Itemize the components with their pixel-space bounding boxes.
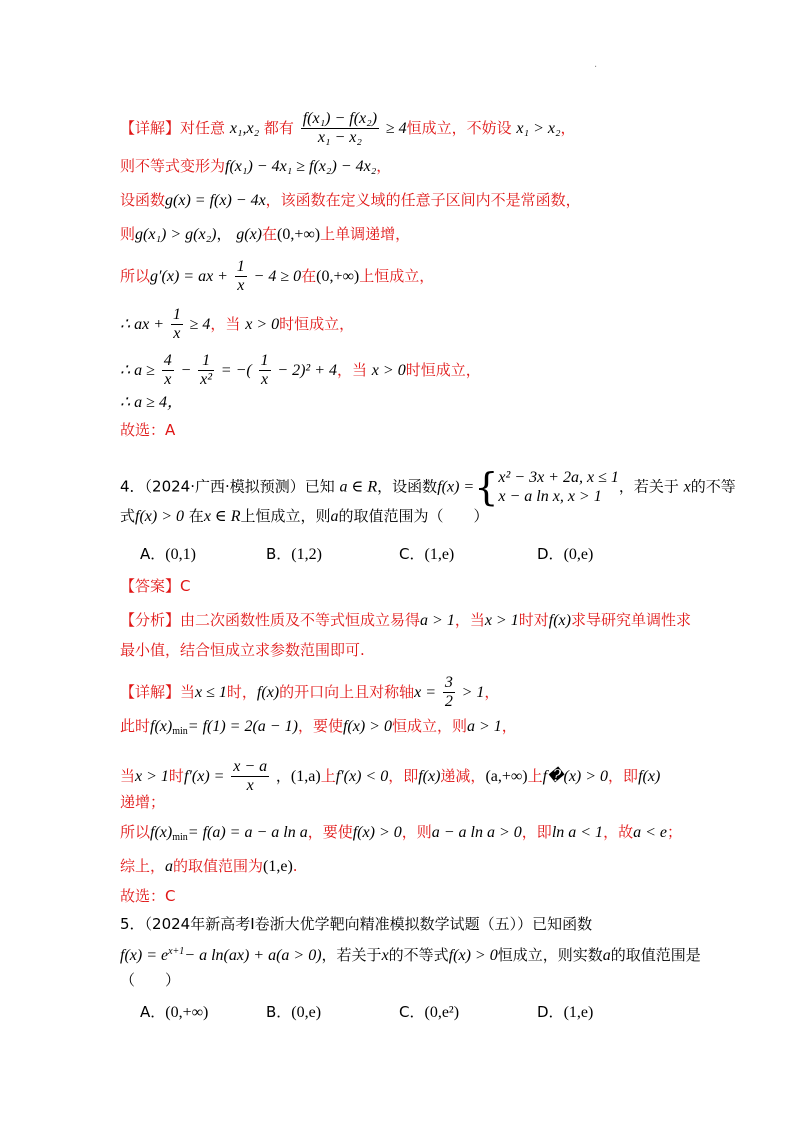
math: g(x) [236, 226, 263, 243]
math: − 4 ≥ 0 [253, 268, 302, 285]
math: f(x) > 0 [342, 718, 392, 735]
question-number: 4．（2024·广西·模拟预测）已知 [120, 477, 335, 496]
fraction [162, 352, 174, 389]
text: 所以 [120, 823, 151, 841]
text: 时 [168, 767, 184, 785]
option-label: C． [399, 545, 425, 563]
text: 的不等式 [388, 946, 449, 964]
math: ∴ a ≥ [120, 362, 155, 379]
fraction [231, 758, 269, 795]
math: = f(a) = a − a ln a [187, 824, 308, 841]
text: 式 [120, 507, 136, 525]
math: g(x₁) > g(x₂) [135, 226, 217, 243]
text: 时恒成立， [405, 361, 481, 379]
q4-detail-line1 [120, 674, 499, 711]
text: 上恒成立， [359, 267, 435, 285]
math: a ∈ R [339, 478, 378, 496]
math: a < e [633, 824, 667, 841]
text: ，则 [401, 823, 432, 841]
option-value: (1,e) [563, 1004, 594, 1021]
math: f(x) = [437, 478, 475, 496]
math: ≥ 4 [385, 120, 407, 137]
math: a > 1 [466, 718, 502, 735]
text: 的取值范围是 [610, 946, 701, 964]
sol1-line6 [120, 306, 354, 343]
q5-stem-line1: 5．（2024年新高考Ⅰ卷浙大优学靶向精准模拟数学试题（五））已知函数 [120, 915, 593, 933]
text: ， [484, 683, 500, 701]
q4-detail-line3 [120, 758, 660, 795]
option-label: B． [266, 1003, 292, 1021]
text: 恒成立，则实数 [497, 946, 603, 964]
option-value: (1,2) [291, 546, 322, 563]
option-a[interactable] [140, 1002, 208, 1023]
text: 则不等式变形为 [120, 157, 226, 175]
math: f(x) [256, 684, 280, 701]
math: x [683, 478, 691, 496]
text: 求导研究单调性求 [570, 611, 691, 629]
option-c[interactable] [399, 544, 454, 565]
text: ，当 [210, 315, 241, 333]
text: 时对 [518, 611, 549, 629]
fraction [198, 352, 214, 389]
q5-stem-line3: （ ） [120, 971, 181, 989]
frac-den: x [237, 277, 245, 294]
math: (a,+∞) [485, 768, 528, 785]
option-value: (0,e²) [424, 1004, 460, 1021]
text: 在 [301, 267, 317, 285]
text: ，设函数 [377, 477, 438, 496]
frac-num: 4 [163, 352, 172, 369]
math: f(x) = e [120, 947, 169, 964]
option-value: (0,+∞) [165, 1004, 209, 1021]
text: ， [560, 119, 576, 137]
text: 此时 [120, 717, 151, 735]
math: f(x) > 0 [135, 508, 185, 525]
math: ln a < 1 [551, 824, 604, 841]
option-b[interactable] [266, 1002, 321, 1023]
option-label: D． [537, 545, 564, 563]
text: 则 [120, 225, 136, 243]
sol1-line8 [120, 392, 183, 413]
text: ，若关于 [321, 946, 382, 964]
math: x [381, 947, 389, 964]
text: 综上， [120, 857, 166, 875]
math: g′(x) = ax + [150, 268, 228, 285]
math: f(x) > 0 [352, 824, 402, 841]
text: 时恒成立， [279, 315, 355, 333]
frac-den: x [164, 371, 172, 388]
math: − [180, 362, 192, 379]
fraction [443, 674, 455, 711]
text: ， [275, 767, 291, 785]
fraction [235, 258, 247, 295]
math: f(x) > 0 [448, 947, 498, 964]
option-value: (0,e) [291, 1004, 322, 1021]
sol1-answer: 故选：A [120, 421, 176, 439]
text: 恒成立，则 [391, 717, 467, 735]
frac-num: 1 [236, 258, 245, 275]
math: ∴ ax + [120, 316, 165, 333]
math: = f(1) = 2(a − 1) [187, 718, 298, 735]
text: ， [376, 157, 392, 175]
math: a − a ln a > 0 [431, 824, 522, 841]
text: 所以 [120, 267, 151, 285]
option-d[interactable] [537, 1002, 593, 1023]
text: ， [501, 717, 517, 735]
text: 恒成立，不妨设 [406, 119, 512, 137]
text: 当 [120, 767, 136, 785]
frac-den: x₁ − x₂ [317, 129, 362, 146]
math-vars: x₁,x₂ [229, 120, 260, 137]
math: f(x₁) − 4x₁ ≥ f(x₂) − 4x₂ [225, 158, 377, 175]
math: a > 1 [420, 612, 455, 629]
math: f(x) [150, 824, 173, 841]
fraction [259, 352, 271, 389]
math: − 2)² + 4 [277, 362, 337, 379]
case-1: x² − 3x + 2a, x ≤ 1 [498, 469, 619, 486]
math: > 1 [461, 684, 485, 701]
q4-detail-line6 [120, 856, 298, 877]
text: ，即 [388, 767, 419, 785]
q5-stem-line2 [120, 942, 701, 966]
math: min [172, 726, 188, 737]
sol1-line4 [120, 224, 410, 245]
math: a [602, 947, 611, 964]
frac-num: 1 [172, 306, 181, 323]
text: 设函数 [120, 191, 166, 209]
text: 【分析】由二次函数性质及不等式恒成立易得 [120, 611, 421, 629]
option-label: A． [140, 1003, 166, 1021]
text: 的取值范围为 [173, 857, 264, 875]
math: min [172, 832, 188, 843]
text: ，该函数在定义域的任意子区间内不是常函数， [265, 191, 581, 209]
text: 时， [226, 683, 257, 701]
math: (1,a) [290, 768, 321, 785]
text: 上 [527, 767, 543, 785]
math-sup: x+1 [168, 946, 185, 957]
text: 上单调递增， [320, 225, 411, 243]
q4-stem-line1 [120, 465, 736, 509]
header-mark: · [594, 62, 598, 73]
frac-num: f(x₁) − f(x₂) [302, 110, 378, 127]
text: 递减， [440, 767, 486, 785]
q4-analysis-line2: 最小值，结合恒成立求参数范围即可. [120, 641, 365, 659]
math: f′(x) < 0 [335, 768, 389, 785]
option-label: B． [266, 545, 292, 563]
option-value: (0,e) [563, 546, 594, 563]
q4-detail-line4: 递增； [120, 793, 166, 811]
text: 在 [188, 507, 204, 525]
math: f�(x) > 0 [542, 768, 609, 785]
text: 的取值范围为（ ） [338, 507, 489, 525]
math: = −( [220, 362, 252, 379]
option-value: (1,e) [424, 546, 455, 563]
q4-answer: 故选：C [120, 887, 176, 905]
detail-tag: 【详解】 [120, 119, 181, 137]
text: 【详解】当 [120, 683, 196, 701]
math: x > 0 [245, 316, 280, 333]
math: f′(x) = [183, 768, 225, 785]
q4-analysis-line1 [120, 610, 691, 631]
sol1-line1 [120, 110, 576, 147]
math: f(x) [418, 768, 441, 785]
case-2: x − a ln x, x > 1 [498, 488, 602, 505]
math: x ≤ 1 [195, 684, 227, 701]
text: ，当 [337, 361, 368, 379]
text: ，要使 [297, 717, 343, 735]
text: ； [666, 823, 682, 841]
frac-num: 1 [198, 352, 214, 371]
math: (0,+∞) [277, 226, 321, 243]
text: ，要使 [307, 823, 353, 841]
sol1-line3 [120, 190, 581, 211]
math: a [330, 508, 339, 525]
math: a [165, 858, 174, 875]
fraction [301, 110, 379, 147]
q4-stem-line2 [120, 506, 489, 527]
q4-answer-tag: 【答案】C [120, 577, 191, 595]
text: 的不等 [690, 477, 736, 496]
option-d[interactable] [537, 544, 593, 565]
math: (0,+∞) [316, 268, 360, 285]
fraction [171, 306, 183, 343]
option-label: A． [140, 545, 166, 563]
sol1-line2 [120, 156, 391, 177]
math: ∴ a ≥ 4， [120, 394, 183, 411]
math: x = [414, 684, 437, 701]
text: . [292, 857, 298, 875]
brace: { [474, 465, 499, 509]
math: f(x) [150, 718, 173, 735]
math: f(x) [548, 612, 571, 629]
frac-den: x [260, 371, 269, 388]
frac-num: x − a [233, 758, 268, 775]
text: 对任意 [180, 119, 226, 137]
math: x ∈ R [203, 508, 241, 525]
sol1-line7 [120, 352, 481, 389]
math: x > 0 [371, 362, 406, 379]
frac-den: x² [200, 371, 213, 388]
option-c[interactable] [399, 1002, 459, 1023]
math: x > 1 [484, 612, 519, 629]
frac-num: 1 [260, 352, 269, 369]
text: 上恒成立，则 [240, 507, 331, 525]
math: f(x) [638, 768, 661, 785]
option-b[interactable] [266, 544, 322, 565]
frac-den: 2 [444, 693, 453, 710]
math: g(x) = f(x) − 4x [165, 192, 266, 209]
q4-detail-line5 [120, 822, 682, 848]
frac-den: x [173, 325, 181, 342]
math: (1,e) [263, 858, 293, 875]
math: x₁ > x₂ [516, 120, 561, 137]
text: ，即 [521, 823, 552, 841]
text: ，故 [603, 823, 634, 841]
sol1-line5 [120, 258, 434, 295]
frac-den: x [246, 777, 254, 794]
text: 在 [262, 225, 278, 243]
text: 上 [320, 767, 336, 785]
option-a[interactable] [140, 544, 196, 565]
text: ，即 [608, 767, 639, 785]
frac-num: 3 [444, 674, 453, 691]
math: x > 1 [135, 768, 169, 785]
piecewise [498, 468, 618, 506]
option-label: C． [399, 1003, 425, 1021]
math: − a ln(ax) + a(a > 0) [184, 947, 322, 964]
text: ， [216, 225, 232, 243]
text: ，若关于 [618, 477, 679, 496]
text: ，当 [454, 611, 485, 629]
option-label: D． [537, 1003, 564, 1021]
text: 的开口向上且对称轴 [279, 683, 415, 701]
q4-detail-line2 [120, 716, 517, 742]
text: 都有 [263, 119, 294, 137]
option-value: (0,1) [165, 546, 196, 563]
math: ≥ 4 [189, 316, 211, 333]
